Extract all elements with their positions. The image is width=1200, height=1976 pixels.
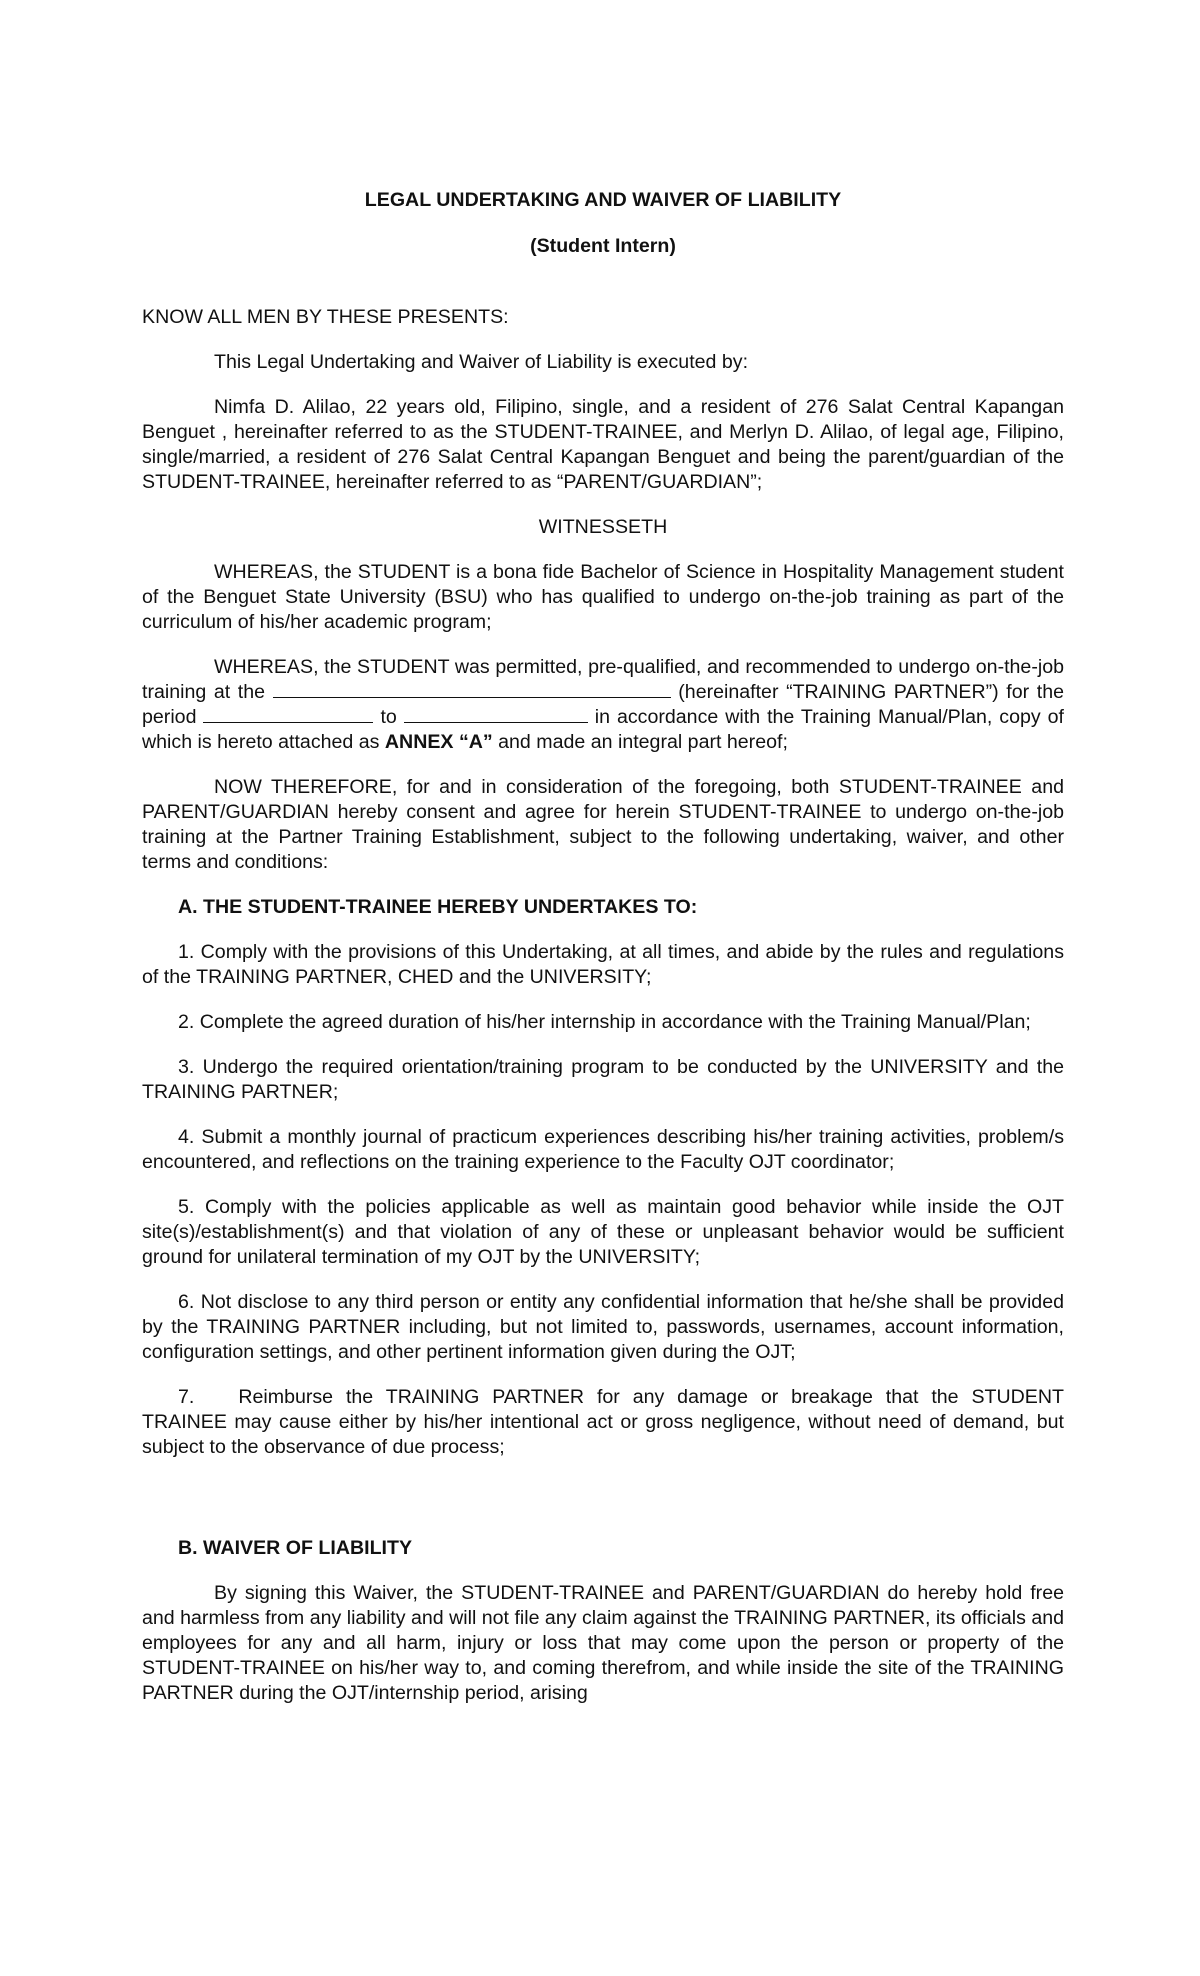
executed-by-paragraph: This Legal Undertaking and Waiver of Liability is executed by: <box>214 351 749 373</box>
period-start-blank <box>203 705 373 723</box>
undertaking-item-2: 2. Complete the agreed duration of his/her internship in accordance with the Training Manual/Plan; <box>178 1011 1031 1033</box>
whereas-paragraph-1: WHEREAS, the STUDENT is a bona fide Bachelor of Science in Hospitality Management student of the Benguet State University (BSU) who has qualified to undergo on-the-job training as part of the curriculum of his/her academic program; <box>142 561 1064 633</box>
document-subtitle: (Student Intern) <box>530 235 676 257</box>
now-therefore-paragraph: NOW THEREFORE, for and in consideration of the foregoing, both STUDENT-TRAINEE and PARENT/GUARDIAN hereby consent and agree for herein STUDENT-TRAINEE to undergo on-the-job training at the Partner Training Establishment, subject to the following undertaking, waiver, and other terms and conditions: <box>142 776 1064 873</box>
undertaking-item-7 <box>142 1385 1064 1460</box>
item-7-number: 7. <box>178 1386 195 1408</box>
undertaking-item-3: 3. Undergo the required orientation/training program to be conducted by the UNIVERSITY and the TRAINING PARTNER; <box>142 1056 1064 1103</box>
undertaking-item-1: 1. Comply with the provisions of this Undertaking, at all times, and abide by the rules and regulations of the TRAINING PARTNER, CHED and the UNIVERSITY; <box>142 941 1064 988</box>
section-a-heading: A. THE STUDENT-TRAINEE HEREBY UNDERTAKES TO: <box>178 896 698 918</box>
document-page <box>142 188 1064 1726</box>
annex-label: ANNEX “A” <box>384 731 493 753</box>
parties-paragraph: Nimfa D. Alilao, 22 years old, Filipino, single, and a resident of 276 Salat Central Kapangan Benguet , hereinafter referred to as the STUDENT-TRAINEE, and Merlyn D. Alilao, of legal age, Filipino, single/married, a resident of 276 Salat Central Kapangan Benguet and being the parent/guardian of the STUDENT-TRAINEE, hereinafter referred to as “PARENT/GUARDIAN”; <box>142 396 1064 493</box>
whereas2-text-3: to <box>380 706 397 728</box>
whereas2-text-5: and made an integral part hereof; <box>498 731 788 753</box>
section-b-heading: B. WAIVER OF LIABILITY <box>178 1537 413 1559</box>
undertaking-item-6: 6. Not disclose to any third person or entity any confidential information that he/she shall be provided by the TRAINING PARTNER including, but not limited to, passwords, usernames, account information, configuration settings, and other pertinent information given during the OJT; <box>142 1291 1064 1363</box>
item-7-text: Reimburse the TRAINING PARTNER for any damage or breakage that the STUDENT TRAINEE may cause either by his/her intentional act or gross negligence, without need of demand, but subject to the observance of due process; <box>142 1386 1064 1458</box>
whereas2-text-4: in accordance with the Training Manual/Plan, copy of which is hereto attached as <box>142 706 1064 753</box>
know-all-men-line: KNOW ALL MEN BY THESE PRESENTS: <box>142 306 509 328</box>
whereas2-text-1: WHEREAS, the STUDENT was permitted, pre-qualified, and recommended to undergo on-the-job training at the <box>142 656 1064 703</box>
undertaking-item-5: 5. Comply with the policies applicable as well as maintain good behavior while inside the OJT site(s)/establishment(s) and that violation of any of these or unpleasant behavior would be sufficient ground for unilateral termination of my OJT by the UNIVERSITY; <box>142 1196 1064 1268</box>
training-partner-blank <box>273 680 671 698</box>
period-end-blank <box>404 705 588 723</box>
whereas-paragraph-2 <box>142 655 1064 755</box>
undertaking-item-4: 4. Submit a monthly journal of practicum experiences describing his/her training activities, problem/s encountered, and reflections on the training experience to the Faculty OJT coordinator; <box>142 1126 1064 1173</box>
whereas2-text-2: (hereinafter “TRAINING PARTNER”) for the period <box>142 681 1064 728</box>
witnesseth-heading: WITNESSETH <box>538 516 668 538</box>
document-title: LEGAL UNDERTAKING AND WAIVER OF LIABILITY <box>364 189 842 211</box>
waiver-paragraph: By signing this Waiver, the STUDENT-TRAINEE and PARENT/GUARDIAN do hereby hold free and harmless from any liability and will not file any claim against the TRAINING PARTNER, its officials and employees for any and all harm, injury or loss that may come upon the person or property of the STUDENT-TRAINEE on his/her way to, and coming therefrom, and while inside the site of the TRAINING PARTNER during the OJT/internship period, arising <box>142 1582 1065 1704</box>
